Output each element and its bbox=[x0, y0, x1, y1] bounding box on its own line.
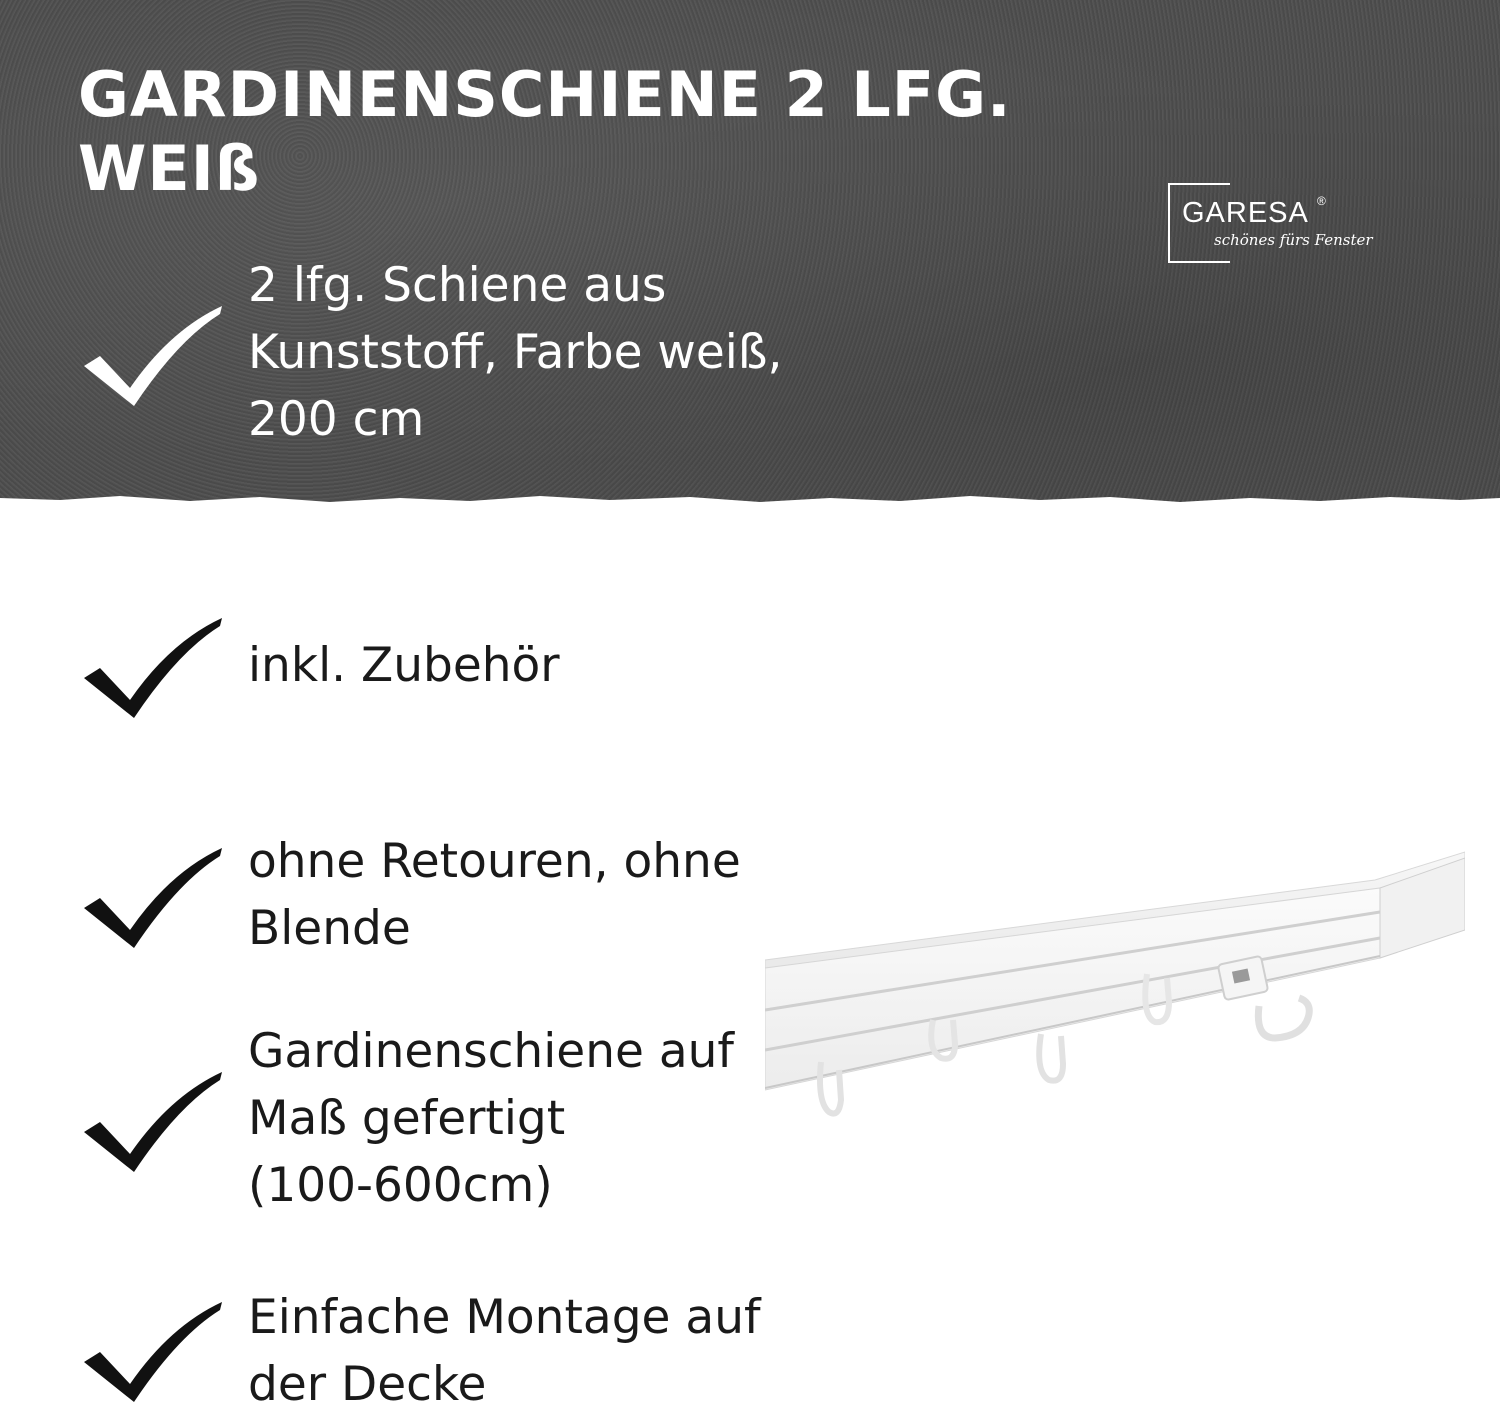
intro-feature-line-3: 200 cm bbox=[248, 392, 425, 447]
feature-4-line-1: Einfache Montage auf bbox=[248, 1290, 761, 1345]
torn-edge bbox=[0, 480, 1500, 525]
feature-1-line-1: inkl. Zubehör bbox=[248, 638, 560, 693]
intro-feature-line-1: 2 lfg. Schiene aus bbox=[248, 258, 667, 313]
checkmark-icon bbox=[80, 1296, 225, 1406]
feature-2-line-1: ohne Retouren, ohne bbox=[248, 834, 741, 889]
logo-tagline: schönes fürs Fenster bbox=[1214, 231, 1373, 249]
intro-feature-text bbox=[248, 252, 782, 453]
feature-3-line-3: (100-600cm) bbox=[248, 1158, 553, 1213]
feature-text-1 bbox=[248, 632, 560, 699]
title-line-1: GARDINENSCHIENE 2 LFG. bbox=[78, 58, 1012, 131]
intro-feature-line-2: Kunststoff, Farbe weiß, bbox=[248, 325, 783, 380]
title-line-2: WEIß bbox=[78, 132, 261, 205]
brand-logo bbox=[1168, 183, 1378, 263]
feature-text-3 bbox=[248, 1018, 734, 1219]
feature-2-line-2: Blende bbox=[248, 901, 411, 956]
feature-4-line-2: der Decke bbox=[248, 1357, 487, 1412]
header-banner bbox=[0, 0, 1500, 520]
checkmark-icon bbox=[80, 842, 225, 952]
feature-3-line-2: Maß gefertigt bbox=[248, 1091, 566, 1146]
product-title bbox=[78, 58, 1012, 206]
feature-text-2 bbox=[248, 828, 741, 962]
checkmark-icon bbox=[80, 1066, 225, 1176]
feature-3-line-1: Gardinenschiene auf bbox=[248, 1024, 734, 1079]
checkmark-icon bbox=[80, 612, 225, 722]
logo-name: GARESA bbox=[1182, 197, 1309, 229]
checkmark-icon bbox=[80, 300, 225, 410]
curtain-rail-image bbox=[765, 850, 1465, 1130]
logo-registered-mark: ® bbox=[1317, 194, 1326, 208]
feature-text-4 bbox=[248, 1284, 761, 1418]
